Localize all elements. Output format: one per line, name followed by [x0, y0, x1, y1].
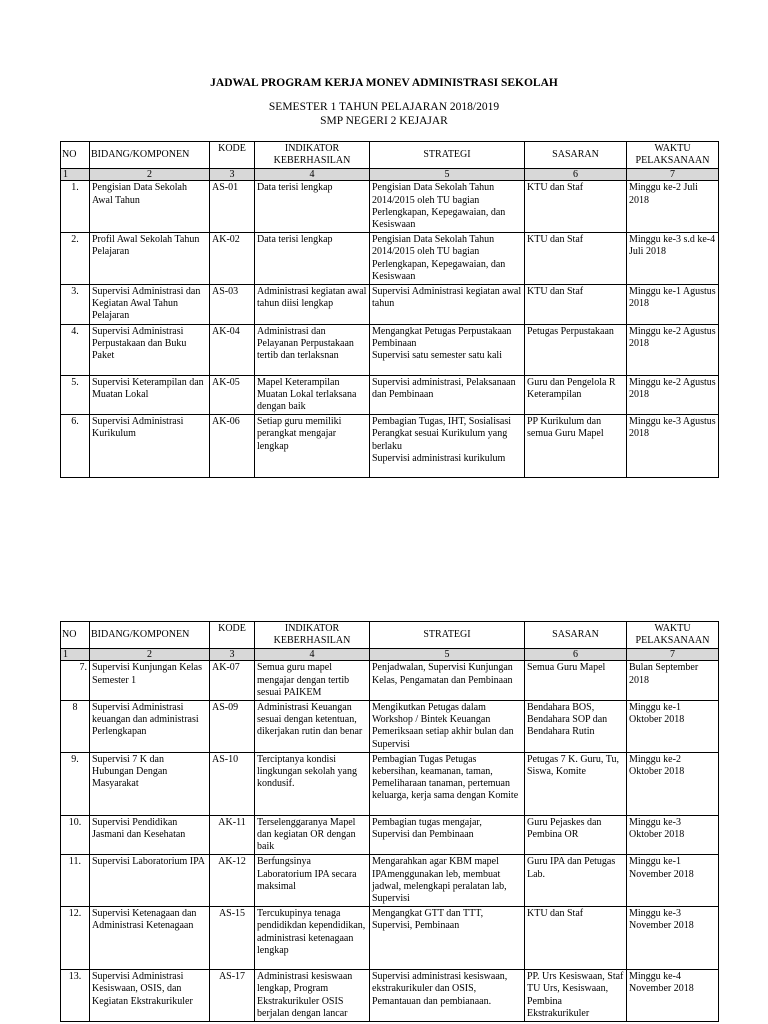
header-strategi: STRATEGI	[370, 622, 525, 649]
indikator-cell: Data terisi lengkap	[255, 181, 370, 233]
schedule-table-2	[60, 621, 719, 1022]
no-cell: 3.	[61, 285, 90, 325]
indikator-cell: Mapel Keterampilan Muatan Lokal terlaksana dengan baik	[255, 375, 370, 415]
kode-cell: AK-06	[210, 415, 255, 478]
strategi-cell	[370, 752, 525, 815]
kode-cell: AK-04	[210, 324, 255, 375]
strategi-cell	[370, 970, 525, 1022]
column-number-cell: 7	[627, 649, 719, 661]
strategi-cell	[370, 285, 525, 325]
header-sasaran: SASARAN	[525, 142, 627, 169]
strategi-line: Pemeriksaan setiap akhir bulan dan Supervisi	[372, 726, 514, 750]
waktu-cell: Minggu ke-1 November 2018	[627, 855, 719, 907]
kode-cell: AS-17	[210, 970, 255, 1022]
strategi-line: Pembagian Tugas, IHT, Sosialisasi Perangkat sesuai Kurikulum yang berlaku	[372, 416, 511, 452]
table-row	[61, 855, 719, 907]
no-cell: 6.	[61, 415, 90, 478]
schedule-table-1	[60, 141, 719, 478]
kode-cell: AS-09	[210, 701, 255, 753]
waktu-cell: Minggu ke-2 Agustus 2018	[627, 324, 719, 375]
no-cell: 9.	[61, 752, 90, 815]
header-bidang: BIDANG/KOMPONEN	[90, 622, 210, 649]
column-number-cell: 1	[61, 169, 90, 181]
table-row	[61, 375, 719, 415]
bidang-cell: Supervisi Keterampilan dan Muatan Lokal	[90, 375, 210, 415]
sasaran-cell: KTU dan Staf	[525, 233, 627, 285]
sasaran-cell: Bendahara BOS, Bendahara SOP dan Bendahara Rutin	[525, 701, 627, 753]
header-indikator: INDIKATOR KEBERHASILAN	[255, 622, 370, 649]
bidang-cell: Supervisi Ketenagaan dan Administrasi Ketenagaan	[90, 907, 210, 970]
waktu-cell: Minggu ke-2 Agustus 2018	[627, 375, 719, 415]
strategi-cell	[370, 233, 525, 285]
strategi-cell	[370, 855, 525, 907]
column-number-cell: 7	[627, 169, 719, 181]
strategi-line: Supervisi administrasi kesiswaan, ekstrakurikuler dan OSIS, Pemantauan dan pembianaan.	[372, 971, 508, 1007]
strategi-line: Mengarahkan agar KBM mapel IPAmenggunakan leb, membuat jadwal, melengkapi peralatan lab, Supervisi	[372, 856, 507, 905]
header-sasaran: SASARAN	[525, 622, 627, 649]
no-cell: 11.	[61, 855, 90, 907]
strategi-line: Penjadwalan, Supervisi Kunjungan Kelas, Pengamatan dan Pembinaan	[372, 662, 513, 686]
sasaran-cell: Semua Guru Mapel	[525, 661, 627, 701]
waktu-cell: Minggu ke-1 Agustus 2018	[627, 285, 719, 325]
bidang-cell: Profil Awal Sekolah Tahun Pelajaran	[90, 233, 210, 285]
sasaran-cell: Guru IPA dan Petugas Lab.	[525, 855, 627, 907]
strategi-line: Mengangkat Petugas Perpustakaan	[372, 325, 512, 337]
column-number-row	[61, 169, 719, 181]
table-row	[61, 907, 719, 970]
strategi-line: Mengangkat GTT dan TTT, Supervisi, Pembinaan	[372, 908, 484, 932]
column-number-cell: 2	[90, 169, 210, 181]
no-cell: 13.	[61, 970, 90, 1022]
sasaran-cell: PP. Urs Kesiswaan, Staf TU Urs, Kesiswaan, Pembina Ekstrakurikuler	[525, 970, 627, 1022]
strategi-cell	[370, 415, 525, 478]
strategi-cell	[370, 375, 525, 415]
waktu-cell: Minggu ke-2 Juli 2018	[627, 181, 719, 233]
sasaran-cell: Guru Pejaskes dan Pembina OR	[525, 815, 627, 855]
no-cell: 7.	[61, 661, 90, 701]
no-cell: 12.	[61, 907, 90, 970]
kode-cell: AS-15	[210, 907, 255, 970]
indikator-cell: Data terisi lengkap	[255, 233, 370, 285]
header-kode: KODE	[210, 142, 255, 169]
kode-cell: AK-12	[210, 855, 255, 907]
strategi-cell	[370, 324, 525, 375]
waktu-cell: Minggu ke-3 Agustus 2018	[627, 415, 719, 478]
header-no: NO	[61, 622, 90, 649]
sasaran-cell: KTU dan Staf	[525, 907, 627, 970]
bidang-cell: Supervisi Pendidikan Jasmani dan Kesehatan	[90, 815, 210, 855]
indikator-cell: Setiap guru memiliki perangkat mengajar lengkap	[255, 415, 370, 478]
kode-cell: AS-03	[210, 285, 255, 325]
table-row	[61, 233, 719, 285]
column-number-cell: 4	[255, 169, 370, 181]
column-number-cell: 6	[525, 649, 627, 661]
table-row	[61, 970, 719, 1022]
indikator-cell: Semua guru mapel mengajar dengan tertib sesuai PAIKEM	[255, 661, 370, 701]
table-row	[61, 701, 719, 753]
no-cell: 10.	[61, 815, 90, 855]
table-row	[61, 415, 719, 478]
column-number-row	[61, 649, 719, 661]
header-waktu: WAKTU PELAKSANAAN	[627, 142, 719, 169]
bidang-cell: Supervisi Administrasi Perpustakaan dan Buku Paket	[90, 324, 210, 375]
waktu-cell: Minggu ke-3 s.d ke-4 Juli 2018	[627, 233, 719, 285]
school-subtitle: SMP NEGERI 2 KEJAJAR	[320, 115, 448, 127]
strategi-line: Pembagian Tugas Petugas kebersihan, keamanan, taman, Pemeliharaan tanaman, pertemuan keluarga, kerja sama dengan Komite	[372, 753, 519, 802]
bidang-cell: Supervisi Administrasi Kesiswaan, OSIS, dan Kegiatan Ekstrakurikuler	[90, 970, 210, 1022]
kode-cell: AS-01	[210, 181, 255, 233]
strategi-line: Mengikutkan Petugas dalam Workshop / Bintek Keuangan	[372, 702, 491, 726]
no-cell: 8	[61, 701, 90, 753]
indikator-cell: Terselenggaranya Mapel dan kegiatan OR dengan baik	[255, 815, 370, 855]
column-number-cell: 2	[90, 649, 210, 661]
table-row	[61, 285, 719, 325]
header-bidang: BIDANG/KOMPONEN	[90, 142, 210, 169]
kode-cell: AK-05	[210, 375, 255, 415]
sasaran-cell: Guru dan Pengelola R Keterampilan	[525, 375, 627, 415]
strategi-cell	[370, 661, 525, 701]
header-indikator: INDIKATOR KEBERHASILAN	[255, 142, 370, 169]
strategi-line: Pembinaan	[372, 337, 417, 349]
no-cell: 5.	[61, 375, 90, 415]
header-no: NO	[61, 142, 90, 169]
table-row	[61, 661, 719, 701]
column-number-cell: 6	[525, 169, 627, 181]
strategi-line: Supervisi Administrasi kegiatan awal tahun	[372, 286, 522, 310]
header-strategi: STRATEGI	[370, 142, 525, 169]
no-cell: 1.	[61, 181, 90, 233]
strategi-cell	[370, 815, 525, 855]
strategi-line: Supervisi satu semester satu kali	[372, 350, 502, 362]
strategi-line: Pembagian tugas mengajar, Supervisi dan Pembinaan	[372, 816, 482, 841]
kode-cell: AS-10	[210, 752, 255, 815]
strategi-cell	[370, 907, 525, 970]
column-number-cell: 5	[370, 649, 525, 661]
sasaran-cell: PP Kurikulum dan semua Guru Mapel	[525, 415, 627, 478]
bidang-cell: Supervisi Administrasi dan Kegiatan Awal Tahun Pelajaran	[90, 285, 210, 325]
indikator-cell: Tercukupinya tenaga pendidikdan kependidikan, administrasi ketenagaan lengkap	[255, 907, 370, 970]
waktu-cell: Minggu ke-4 November 2018	[627, 970, 719, 1022]
semester-subtitle: SEMESTER 1 TAHUN PELAJARAN 2018/2019	[268, 101, 500, 113]
sasaran-cell: KTU dan Staf	[525, 285, 627, 325]
indikator-cell: Administrasi dan Pelayanan Perpustakaan tertib dan terlaksnan	[255, 324, 370, 375]
bidang-cell: Supervisi Laboratorium IPA	[90, 855, 210, 907]
column-number-cell: 3	[210, 649, 255, 661]
table-row	[61, 181, 719, 233]
strategi-line: Pengisian Data Sekolah Tahun 2014/2015 oleh TU bagian Perlengkapan, Kepegawaian, dan Kesiswaan	[372, 234, 506, 282]
column-number-cell: 1	[61, 649, 90, 661]
bidang-cell: Supervisi Administrasi keuangan dan administrasi Perlengkapan	[90, 701, 210, 753]
no-cell: 2.	[61, 233, 90, 285]
sasaran-cell: Petugas 7 K. Guru, Tu, Siswa, Komite	[525, 752, 627, 815]
table-row	[61, 815, 719, 855]
strategi-line: Supervisi administrasi kurikulum	[372, 452, 506, 464]
waktu-cell: Minggu ke-3 November 2018	[627, 907, 719, 970]
kode-cell: AK-07	[210, 661, 255, 701]
indikator-cell: Administrasi kesiswaan lengkap, Program Ekstrakurikuler OSIS berjalan dengan lancar	[255, 970, 370, 1022]
indikator-cell: Administrasi kegiatan awal tahun diisi lengkap	[255, 285, 370, 325]
table-row	[61, 324, 719, 375]
table-row	[61, 752, 719, 815]
sasaran-cell: Petugas Perpustakaan	[525, 324, 627, 375]
waktu-cell: Minggu ke-2 Oktober 2018	[627, 752, 719, 815]
strategi-line: Pengisian Data Sekolah Tahun 2014/2015 oleh TU bagian Perlengkapan, Kepegawaian, dan Kesiswaan	[372, 182, 506, 231]
strategi-cell	[370, 701, 525, 753]
bidang-cell: Pengisian Data Sekolah Awal Tahun	[90, 181, 210, 233]
sasaran-cell: KTU dan Staf	[525, 181, 627, 233]
bidang-cell: Supervisi Administrasi Kurikulum	[90, 415, 210, 478]
indikator-cell: Berfungsinya Laboratorium IPA secara maksimal	[255, 855, 370, 907]
waktu-cell: Minggu ke-1 Oktober 2018	[627, 701, 719, 753]
column-number-cell: 4	[255, 649, 370, 661]
kode-cell: AK-02	[210, 233, 255, 285]
bidang-cell: Supervisi 7 K dan Hubungan Dengan Masyarakat	[90, 752, 210, 815]
column-number-cell: 3	[210, 169, 255, 181]
header-waktu: WAKTU PELAKSANAAN	[627, 622, 719, 649]
indikator-cell: Administrasi Keuangan sesuai dengan ketentuan, dikerjakan rutin dan benar	[255, 701, 370, 753]
bidang-cell: Supervisi Kunjungan Kelas Semester 1	[90, 661, 210, 701]
column-number-cell: 5	[370, 169, 525, 181]
strategi-line: Supervisi administrasi, Pelaksanaan dan Pembinaan	[372, 376, 516, 400]
strategi-cell	[370, 181, 525, 233]
waktu-cell: Minggu ke-3 Oktober 2018	[627, 815, 719, 855]
no-cell: 4.	[61, 324, 90, 375]
indikator-cell: Terciptanya kondisi lingkungan sekolah yang kondusif.	[255, 752, 370, 815]
header-kode: KODE	[210, 622, 255, 649]
document-title: JADWAL PROGRAM KERJA MONEV ADMINISTRASI SEKOLAH	[210, 77, 558, 89]
kode-cell: AK-11	[210, 815, 255, 855]
waktu-cell: Bulan September 2018	[627, 661, 719, 701]
